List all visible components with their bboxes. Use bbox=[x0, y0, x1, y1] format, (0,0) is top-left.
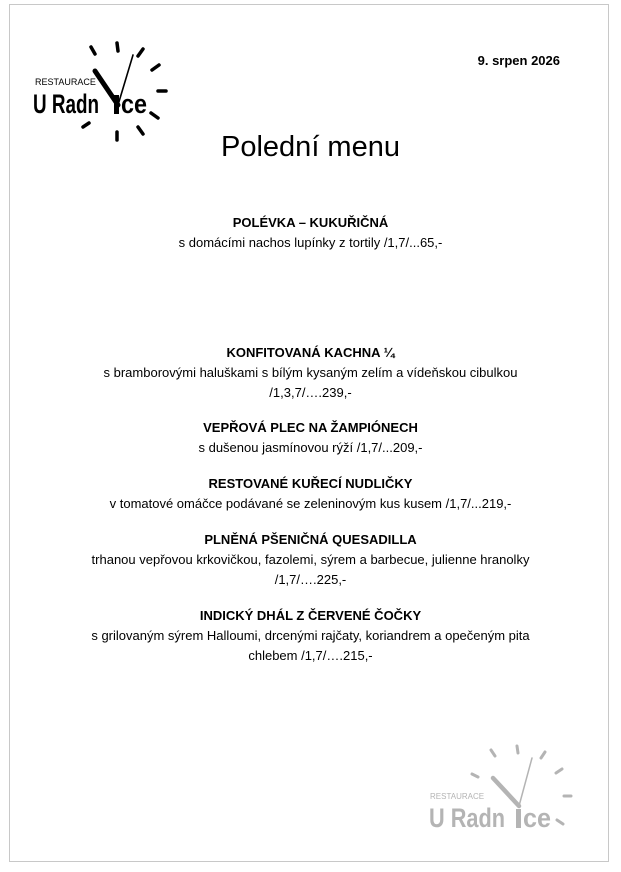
menu-item bbox=[20, 343, 601, 403]
dish-name: PLNĚNÁ PŠENIČNÁ QUESADILLA bbox=[204, 532, 417, 547]
watermark-large-text-end: ce bbox=[523, 803, 551, 833]
menu-item bbox=[20, 474, 601, 514]
dish-description: s bramborovými haluškami s bílým kysaným zelím a vídeňskou cibulkou bbox=[103, 365, 518, 380]
dish-name: KONFITOVANÁ KACHNA ¼ bbox=[226, 345, 395, 360]
logo-large-text-end: ce bbox=[121, 89, 147, 119]
page-title: Polední menu bbox=[221, 131, 400, 163]
logo-small-text: RESTAURACE bbox=[35, 77, 96, 87]
dish-name: INDICKÝ DHÁL Z ČERVENÉ ČOČKY bbox=[199, 608, 422, 623]
dish-description: v tomatové omáčce podávané se zeleninovým kus kusem /1,7/...219,- bbox=[109, 496, 512, 511]
watermark-small-text: RESTAURACE bbox=[430, 792, 485, 801]
menu-item bbox=[20, 606, 601, 666]
dish-name: RESTOVANÉ KUŘECÍ NUDLIČKY bbox=[208, 476, 413, 491]
dish-description: s grilovaným sýrem Halloumi, drcenými rajčaty, koriandrem a opečeným pita bbox=[91, 628, 530, 643]
menu-item bbox=[20, 530, 601, 590]
dish-description: s domácími nachos lupínky z tortily /1,7/...65,- bbox=[178, 235, 443, 250]
logo-large-text: U Radn bbox=[33, 89, 99, 119]
dish-description: chlebem /1,7/….215,- bbox=[248, 648, 373, 663]
menu-item bbox=[20, 213, 601, 253]
dish-description: /1,7/….225,- bbox=[274, 572, 347, 587]
dish-description: s dušenou jasmínovou rýží /1,7/...209,- bbox=[198, 440, 423, 455]
restaurant-logo-watermark bbox=[417, 740, 582, 840]
dish-description: /1,3,7/….239,- bbox=[269, 385, 352, 400]
menu-date: 9. srpen 2026 bbox=[477, 53, 560, 68]
dish-name: VEPŘOVÁ PLEC NA ŽAMPIÓNECH bbox=[203, 420, 418, 435]
dish-name: POLÉVKA – KUKUŘIČNÁ bbox=[232, 215, 389, 230]
dish-description: trhanou vepřovou krkovičkou, fazolemi, sýrem a barbecue, julienne hranolky bbox=[91, 552, 530, 567]
menu-item bbox=[20, 418, 601, 458]
watermark-large-text: U Radn bbox=[429, 803, 505, 833]
